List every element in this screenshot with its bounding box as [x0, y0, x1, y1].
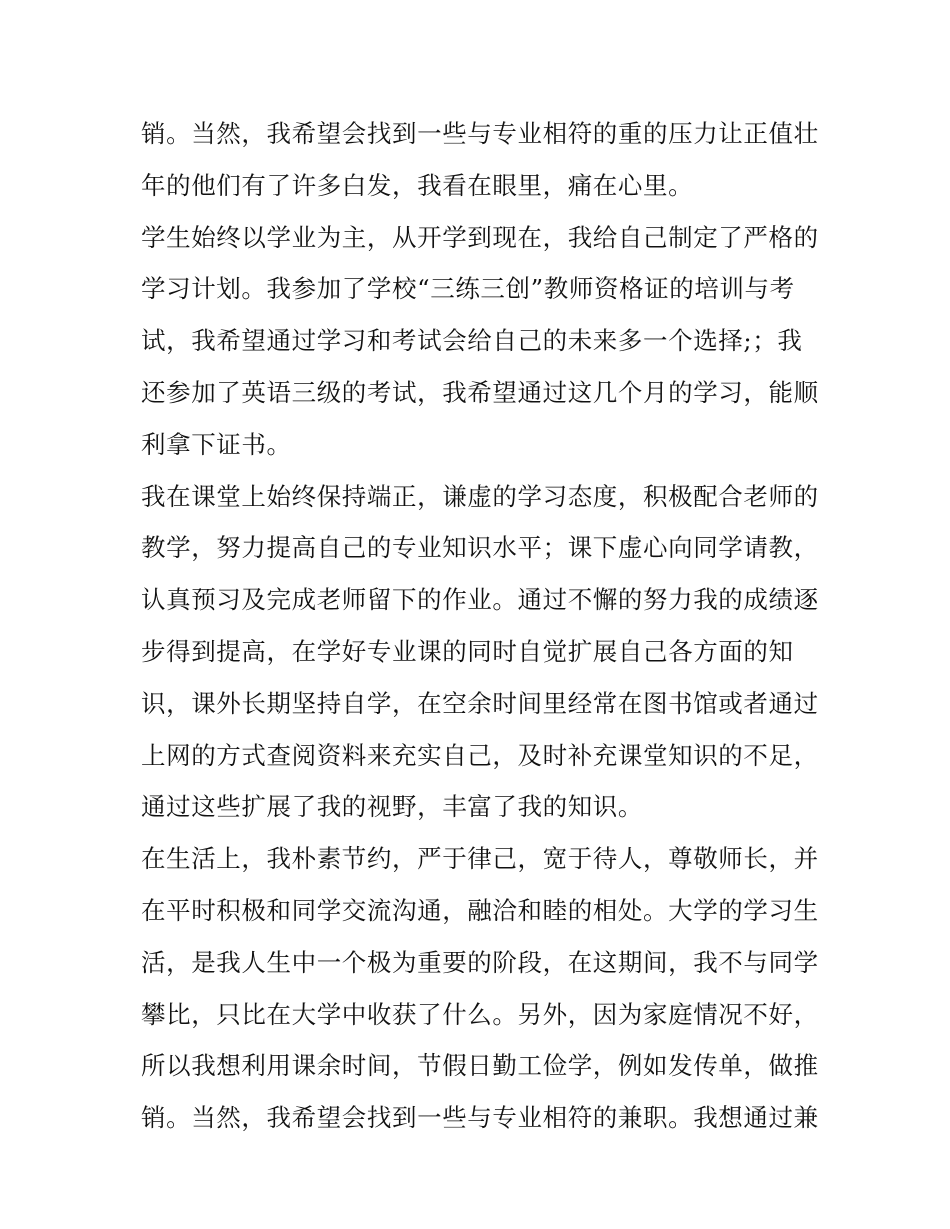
- text-line: 通过这些扩展了我的视野，丰富了我的知识。: [141, 792, 643, 822]
- text-line: 教学，努力提高自己的专业知识水平；课下虚心向同学请教，: [141, 533, 819, 563]
- text-line: 步得到提高，在学好专业课的同时自觉扩展自己各方面的知: [141, 636, 794, 666]
- text-line: 上网的方式查阅资料来充实自己，及时补充课堂知识的不足，: [141, 740, 819, 770]
- document-body: [141, 108, 821, 1144]
- text-line: 攀比，只比在大学中收获了什么。另外，因为家庭情况不好，: [141, 999, 819, 1029]
- text-line: 利拿下证书。: [141, 429, 292, 459]
- text-line: 认真预习及完成老师留下的作业。通过不懈的努力我的成绩逐: [141, 585, 819, 615]
- text-line: 学生始终以学业为主，从开学到现在，我给自己制定了严格的: [141, 222, 819, 252]
- text-line: 在平时积极和同学交流沟通，融洽和睦的相处。大学的学习生: [141, 895, 819, 925]
- text-line: 试，我希望通过学习和考试会给自己的未来多一个选择;；我: [141, 326, 803, 356]
- text-line: 还参加了英语三级的考试，我希望通过这几个月的学习，能顺: [141, 377, 819, 407]
- text-line: 销。当然，我希望会找到一些与专业相符的重的压力让正值壮: [141, 119, 819, 148]
- text-line: 所以我想利用课余时间，节假日勤工俭学，例如发传单，做推: [141, 1051, 819, 1081]
- text-line: 学习计划。我参加了学校“三练三创”教师资格证的培训与考: [141, 274, 795, 304]
- text-line: 年的他们有了许多白发，我看在眼里，痛在心里。: [141, 170, 694, 200]
- text-line: 我在课堂上始终保持端正，谦虚的学习态度，积极配合老师的: [141, 481, 819, 511]
- text-line: 销。当然，我希望会找到一些与专业相符的兼职。我想通过兼: [141, 1103, 819, 1133]
- text-line: 活，是我人生中一个极为重要的阶段，在这期间，我不与同学: [141, 947, 819, 977]
- text-line: 识，课外长期坚持自学，在空余时间里经常在图书馆或者通过: [141, 688, 819, 718]
- text-line: 在生活上，我朴素节约，严于律己，宽于待人，尊敬师长，并: [141, 844, 819, 874]
